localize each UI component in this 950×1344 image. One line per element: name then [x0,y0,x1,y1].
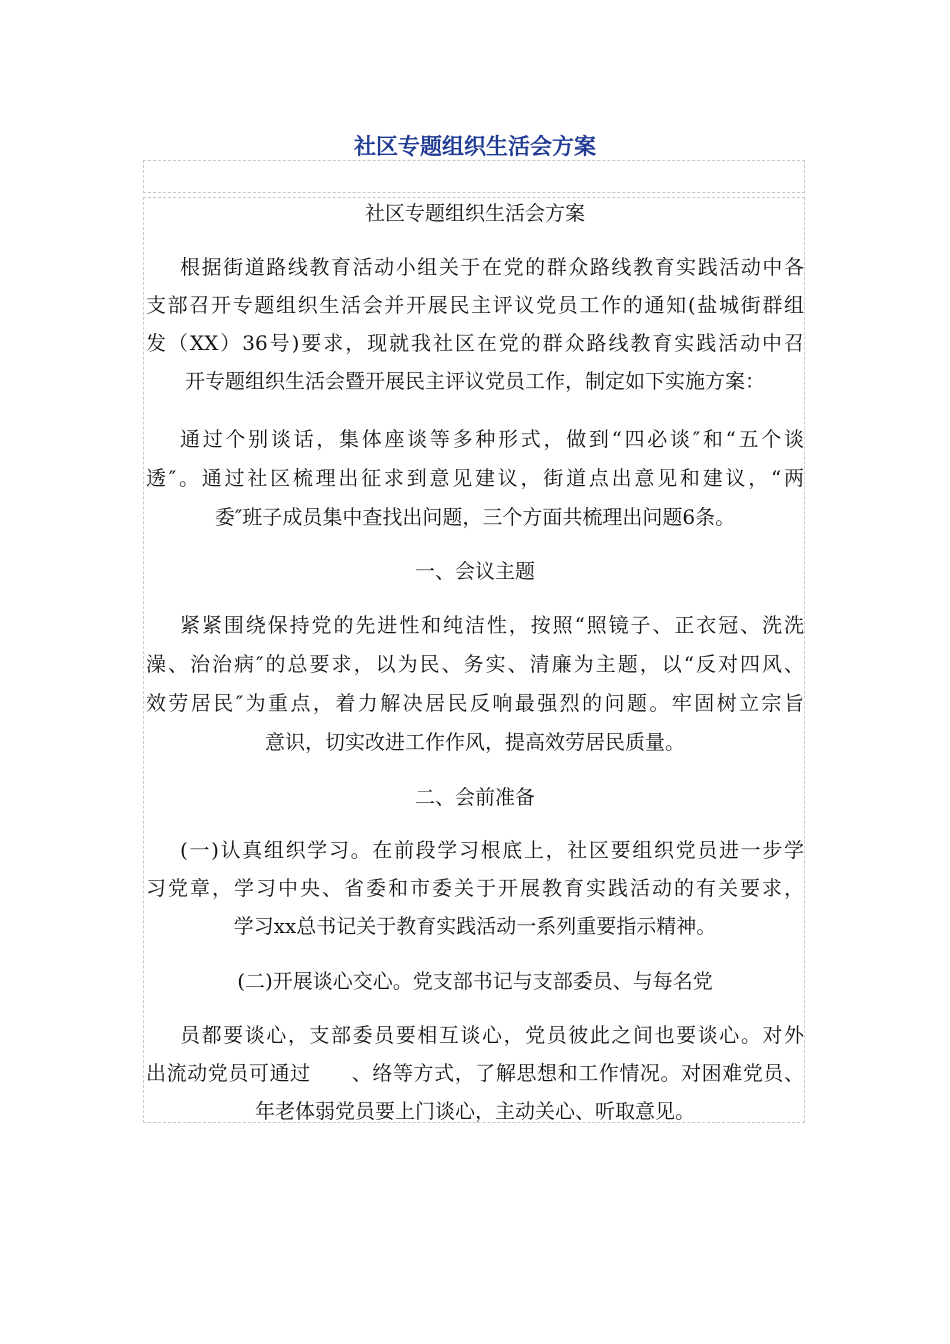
section2-item2-line: 员都要谈心，支部委员要相互谈心，党员彼此之间也要谈心。对外 [180,1023,804,1047]
section-heading: 二、会前准备 [415,785,535,809]
section1-line: 意识，切实改进工作作风，提高效劳居民质量。 [265,730,685,754]
section2-item2-line: 年老体弱党员要上门谈心，主动关心、听取意见。 [255,1099,695,1123]
intro-line: 开专题组织生活会暨开展民主评议党员工作，制定如下实施方案： [185,369,765,393]
section1-line: 澡、治治病″的总要求，以为民、务实、清廉为主题，以“反对四风、 [146,652,804,676]
document-title: 社区专题组织生活会方案 [353,135,596,160]
section-heading: 一、会议主题 [415,559,535,583]
document-subtitle: 社区专题组织生活会方案 [365,201,585,225]
section2-item2-line: 出流动党员可通过 、络等方式，了解思想和工作情况。对困难党员、 [146,1061,804,1085]
intro-line: 根据街道路线教育活动小组关于在党的群众路线教育实践活动中各 [180,255,804,279]
paragraph-line: 通过个别谈话，集体座谈等多种形式，做到“四必谈″和“五个谈 [180,427,804,451]
header-frame [143,160,805,193]
paragraph-line: 透″。通过社区梳理出征求到意见建议，街道点出意见和建议，“两 [146,466,804,490]
section2-item1-line: 学习xx总书记关于教育实践活动一系列重要指示精神。 [233,914,717,938]
section2-item2-line: (二)开展谈心交心。党支部书记与支部委员、与每名党 [237,969,713,993]
intro-line: 支部召开专题组织生活会并开展民主评议党员工作的通知(盐城街群组 [146,293,804,317]
intro-line: 发（XX）36号)要求，现就我社区在党的群众路线教育实践活动中召 [146,331,804,355]
section1-line: 紧紧围绕保持党的先进性和纯洁性，按照“照镜子、正衣冠、洗洗 [180,613,804,637]
paragraph-line: 委″班子成员集中查找出问题，三个方面共梳理出问题6条。 [214,505,736,529]
section2-item1-line: 习党章，学习中央、省委和市委关于开展教育实践活动的有关要求， [146,876,804,900]
section1-line: 效劳居民″为重点，着力解决居民反响最强烈的问题。牢固树立宗旨 [146,691,804,715]
section2-item1-line: (一)认真组织学习。在前段学习根底上，社区要组织党员进一步学 [180,838,804,862]
